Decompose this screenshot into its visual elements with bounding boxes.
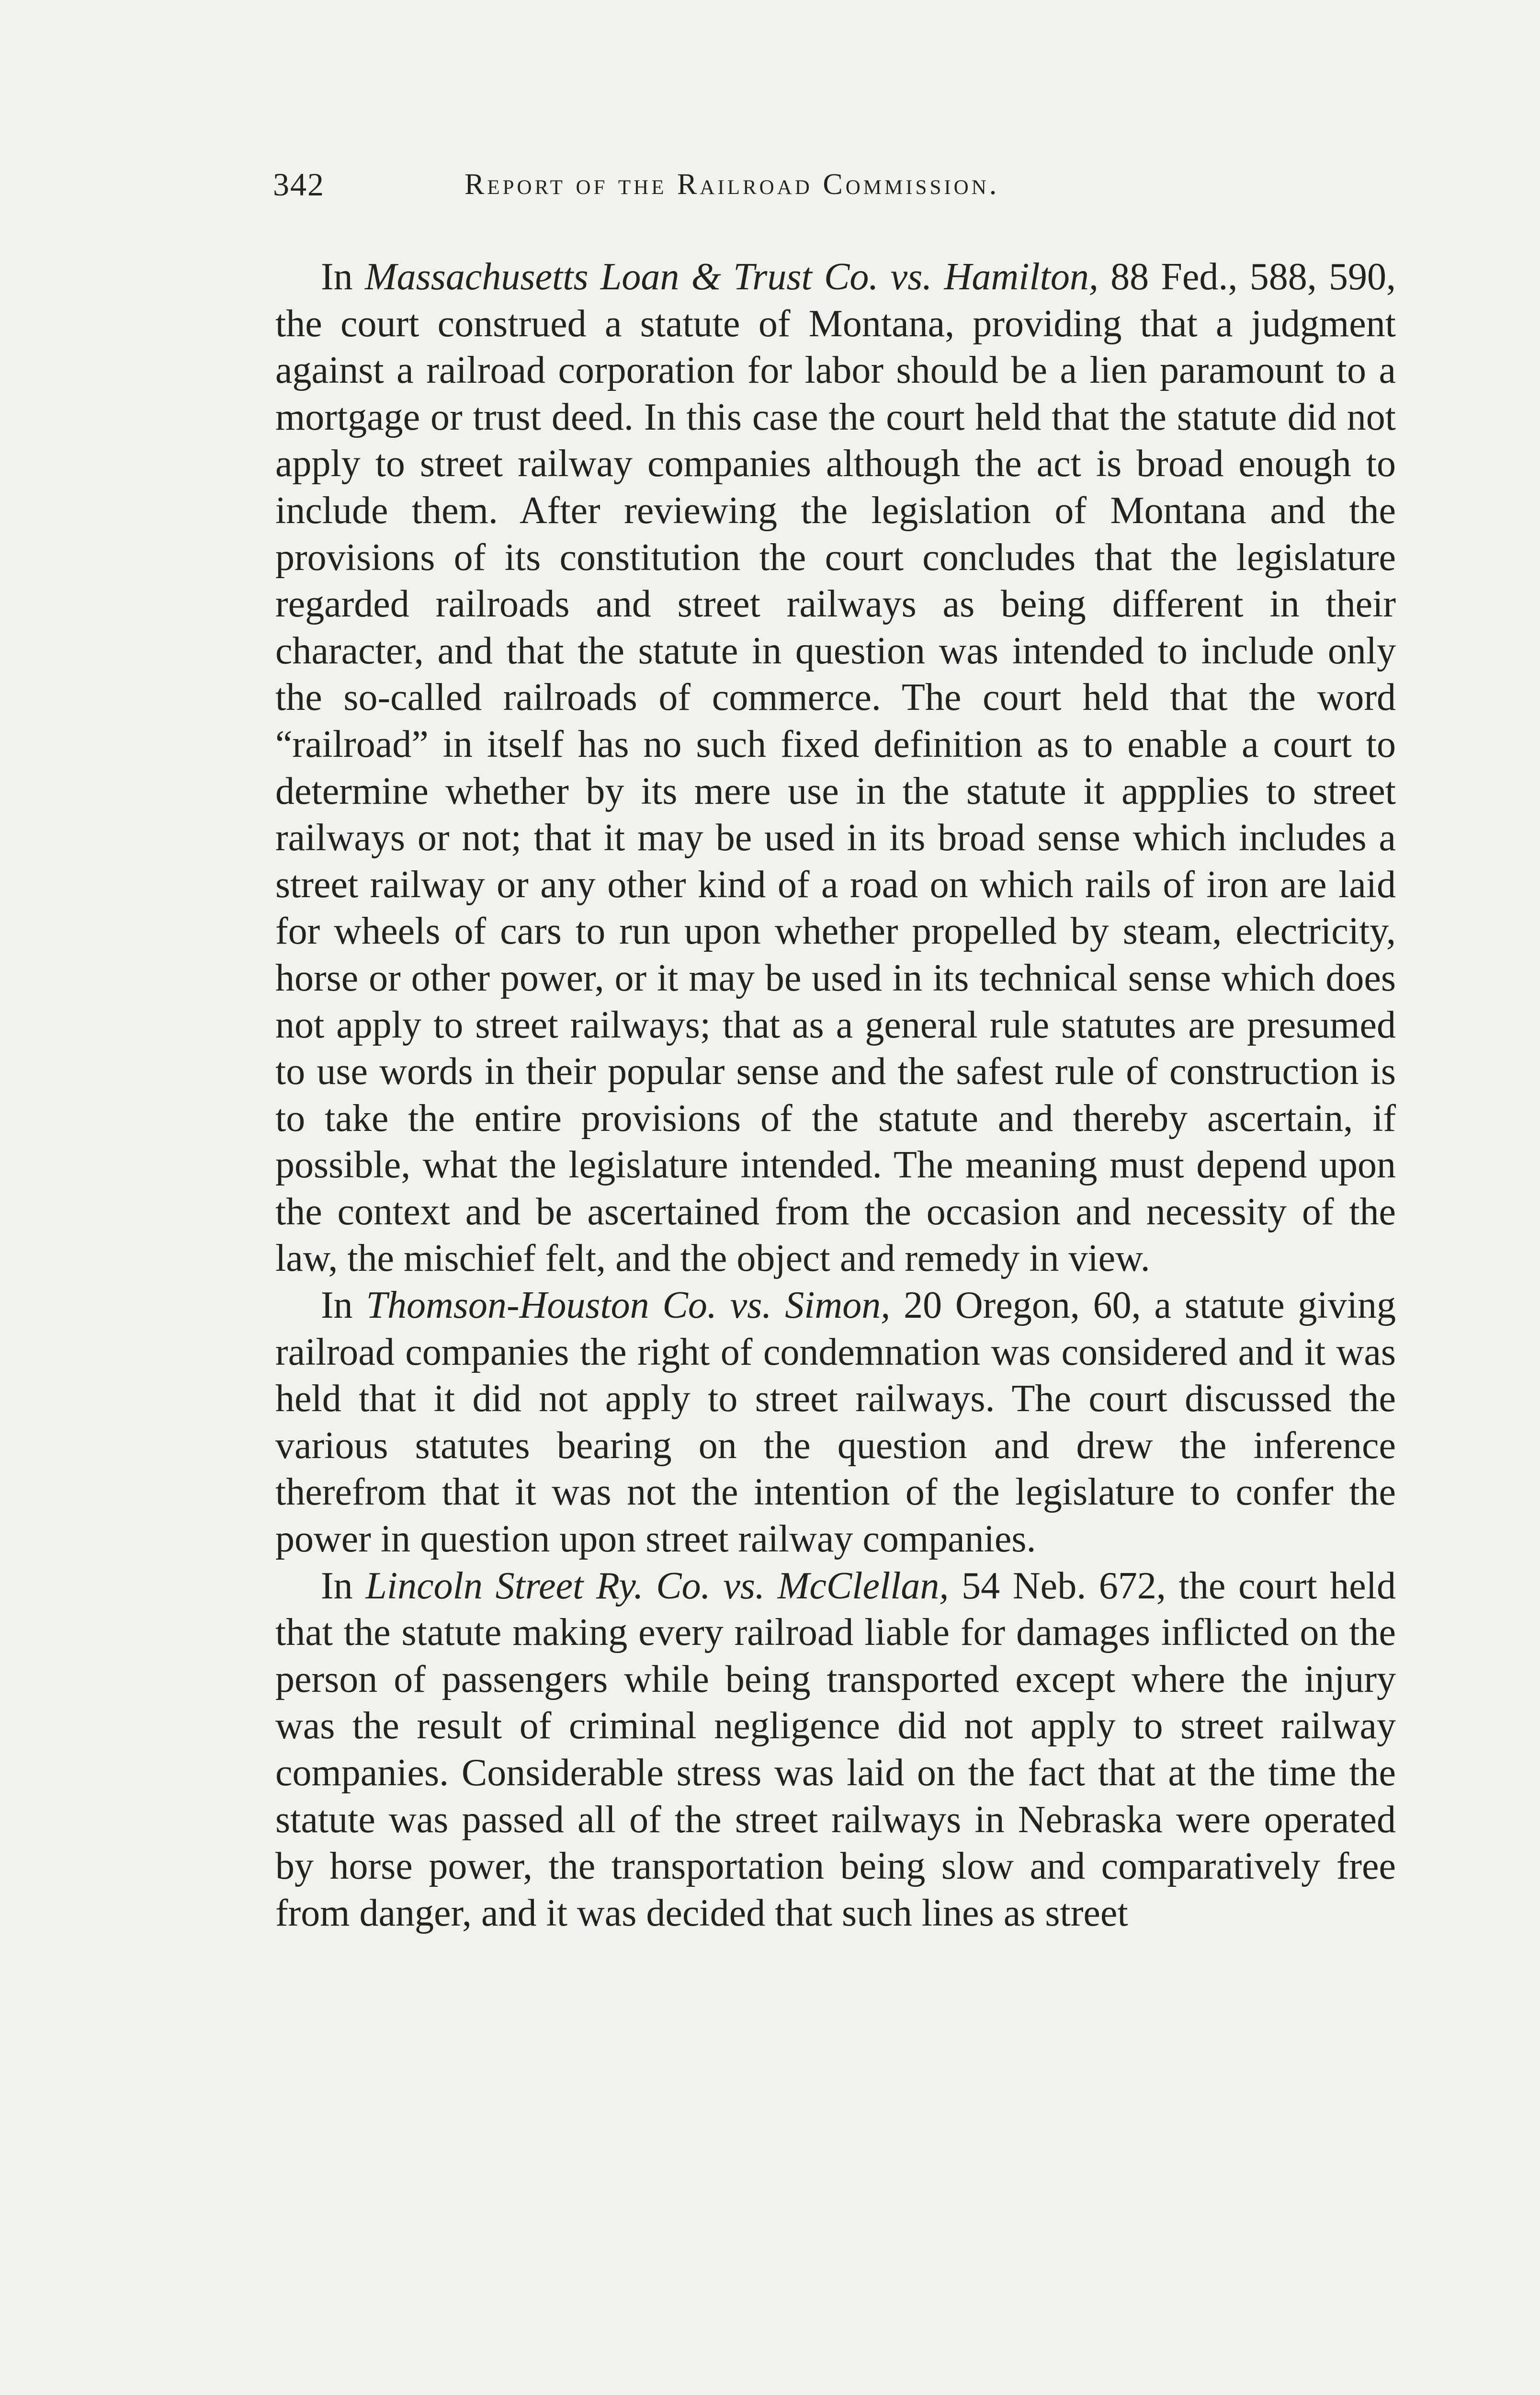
paragraph-text: 54 Neb. 672, the court held that the statute making every railroad liable for damages inflicted on the person of passengers while being transported except where the injury was the result of criminal negligence did not apply to street railway companies. Considerable stress was laid on the fact that at the time the statute was passed all of the street railways in Nebraska were operated by horse power, the transportation being slow and comparatively free from danger, and it was decided that such lines as street <box>275 1564 1396 1934</box>
case-citation-thomson-houston: Thomson-Houston Co. vs. Simon, <box>366 1284 891 1327</box>
paragraph-thomson-houston <box>275 1282 1396 1563</box>
page-number: 342 <box>273 166 325 203</box>
paragraph-lincoln-street <box>275 1563 1396 1937</box>
paragraph-text: 20 Oregon, 60, a statute giving railroad companies the right of condemnation was considered and it was held that it did not apply to street railways. The court discussed the various statutes bearing on the question and drew the inference therefrom that it was not the intention of the legislature to confer the power in question upon street railway companies. <box>275 1284 1396 1561</box>
case-citation-massachusetts-loan: Massachusetts Loan & Trust Co. vs. Hamilton, <box>364 256 1098 298</box>
paragraph-intro: In <box>321 256 365 298</box>
paragraph-intro: In <box>321 1284 366 1327</box>
case-citation-lincoln-street: Lincoln Street Ry. Co. vs. McClellan, <box>365 1564 949 1607</box>
running-title: Report of the Railroad Commission. <box>464 168 1000 201</box>
body-text <box>275 254 1396 1937</box>
paragraph-intro: In <box>321 1564 366 1607</box>
paragraph-text: 88 Fed., 588, 590, the court construed a statute of Montana, providing that a judgment against a railroad corporation for labor should be a lien paramount to a mortgage or trust deed. In this case the court held that the statute did not apply to street railway companies although the act is broad enough to include them. After reviewing the legislation of Montana and the provisions of its constitution the court concludes that the legislature regarded railroads and street railways as being different in their character, and that the statute in question was intended to include only the so-called railroads of commerce. The court held that the word “railroad” in itself has no such fixed definition as to enable a court to determine whether by its mere use in the statute it appplies to street railways or not; that it may be used in its broad sense which includes a street railway or any other kind of a road on which rails of iron are laid for wheels of cars to run upon whether propelled by steam, electricity, horse or other power, or it may be used in its technical sense which does not apply to street railways; that as a general rule statutes are presumed to use words in their popular sense and the safest rule of construction is to take the entire provisions of the statute and thereby ascertain, if possible, what the legislature intended. The meaning must depend upon the context and be ascertained from the occasion and necessity of the law, the mischief felt, and the object and remedy in view. <box>275 256 1396 1280</box>
running-head <box>273 160 1413 208</box>
paragraph-massachusetts-loan <box>275 254 1396 1282</box>
